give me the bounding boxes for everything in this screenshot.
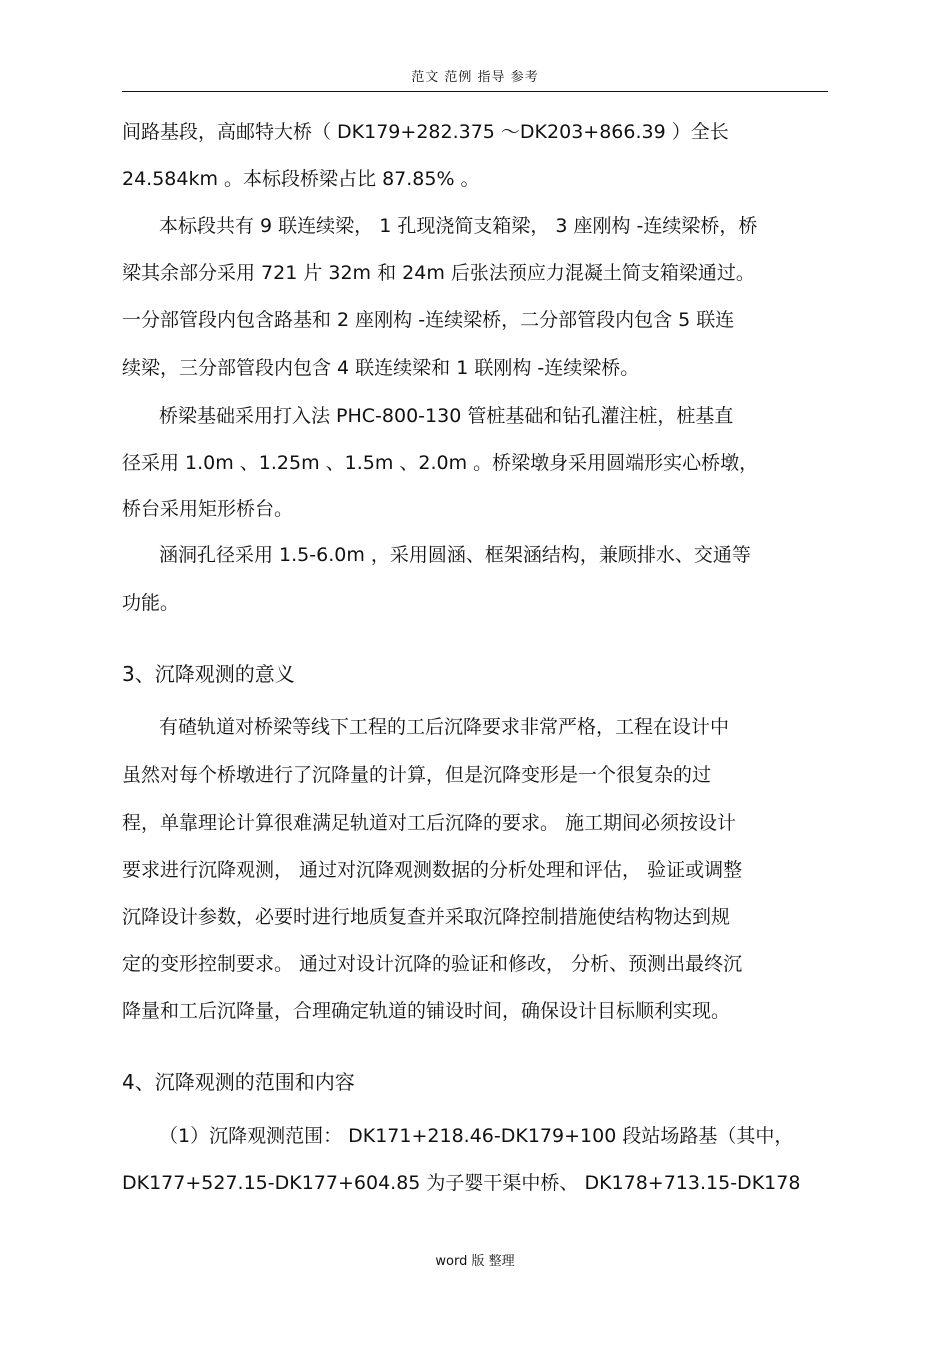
paragraph-line: 径采用 1.0m 、1.25m 、1.5m 、2.0m 。桥梁墩身采用圆端形实心桥墩，	[122, 452, 759, 474]
paragraph-line: DK177+527.15-DK177+604.85 为子婴干渠中桥、 DK178+713.15-DK178	[122, 1172, 801, 1194]
paragraph-line: 涵洞孔径采用 1.5-6.0m ，采用圆涵、框架涵结构，兼顾排水、交通等	[159, 544, 751, 566]
paragraph-line: 定的变形控制要求。 通过对设计沉降的验证和修改， 分析、预测出最终沉	[122, 953, 743, 975]
section-heading: 3、沉降观测的意义	[122, 662, 295, 686]
paragraph-line: 续梁，三分部管段内包含 4 联连续梁和 1 联刚构 -连续梁桥。	[122, 357, 640, 379]
header-divider	[122, 91, 828, 92]
section-heading: 4、沉降观测的范围和内容	[122, 1070, 355, 1094]
paragraph-line: 虽然对每个桥墩进行了沉降量的计算，但是沉降变形是一个很复杂的过	[122, 764, 712, 786]
paragraph-line: 有碴轨道对桥梁等线下工程的工后沉降要求非常严格，工程在设计中	[159, 716, 730, 738]
paragraph-line: 间路基段，高邮特大桥（ DK179+282.375 ～DK203+866.39 ）全长	[122, 121, 729, 143]
paragraph-line: 要求进行沉降观测， 通过对沉降观测数据的分析处理和评估， 验证或调整	[122, 859, 743, 881]
paragraph-line: 梁其余部分采用 721 片 32m 和 24m 后张法预应力混凝土简支箱梁通过。	[122, 262, 755, 284]
paragraph-line: 桥台采用矩形桥台。	[122, 498, 294, 520]
paragraph-line: 功能。	[122, 592, 180, 614]
page-footer: word 版 整理	[435, 1254, 515, 1269]
paragraph-line: 桥梁基础采用打入法 PHC-800-130 管桩基础和钻孔灌注桩，桩基直	[159, 405, 734, 427]
paragraph-line: 降量和工后沉降量，合理确定轨道的铺设时间，确保设计目标顺利实现。	[122, 1000, 731, 1022]
page-header: 范文 范例 指导 参考	[411, 70, 539, 85]
paragraph-line: 本标段共有 9 联连续梁， 1 孔现浇简支箱梁， 3 座刚构 -连续梁桥，桥	[159, 215, 758, 237]
paragraph-line: 沉降设计参数，必要时进行地质复查并采取沉降控制措施使结构物达到规	[122, 906, 731, 928]
paragraph-line: 程，单靠理论计算很难满足轨道对工后沉降的要求。 施工期间必须按设计	[122, 812, 737, 834]
paragraph-line: 24.584km 。本标段桥梁占比 87.85% 。	[122, 168, 480, 190]
paragraph-line: （1）沉降观测范围： DK171+218.46-DK179+100 段站场路基（其中，	[159, 1125, 794, 1147]
paragraph-line: 一分部管段内包含路基和 2 座刚构 -连续梁桥，二分部管段内包含 5 联连	[122, 309, 735, 331]
